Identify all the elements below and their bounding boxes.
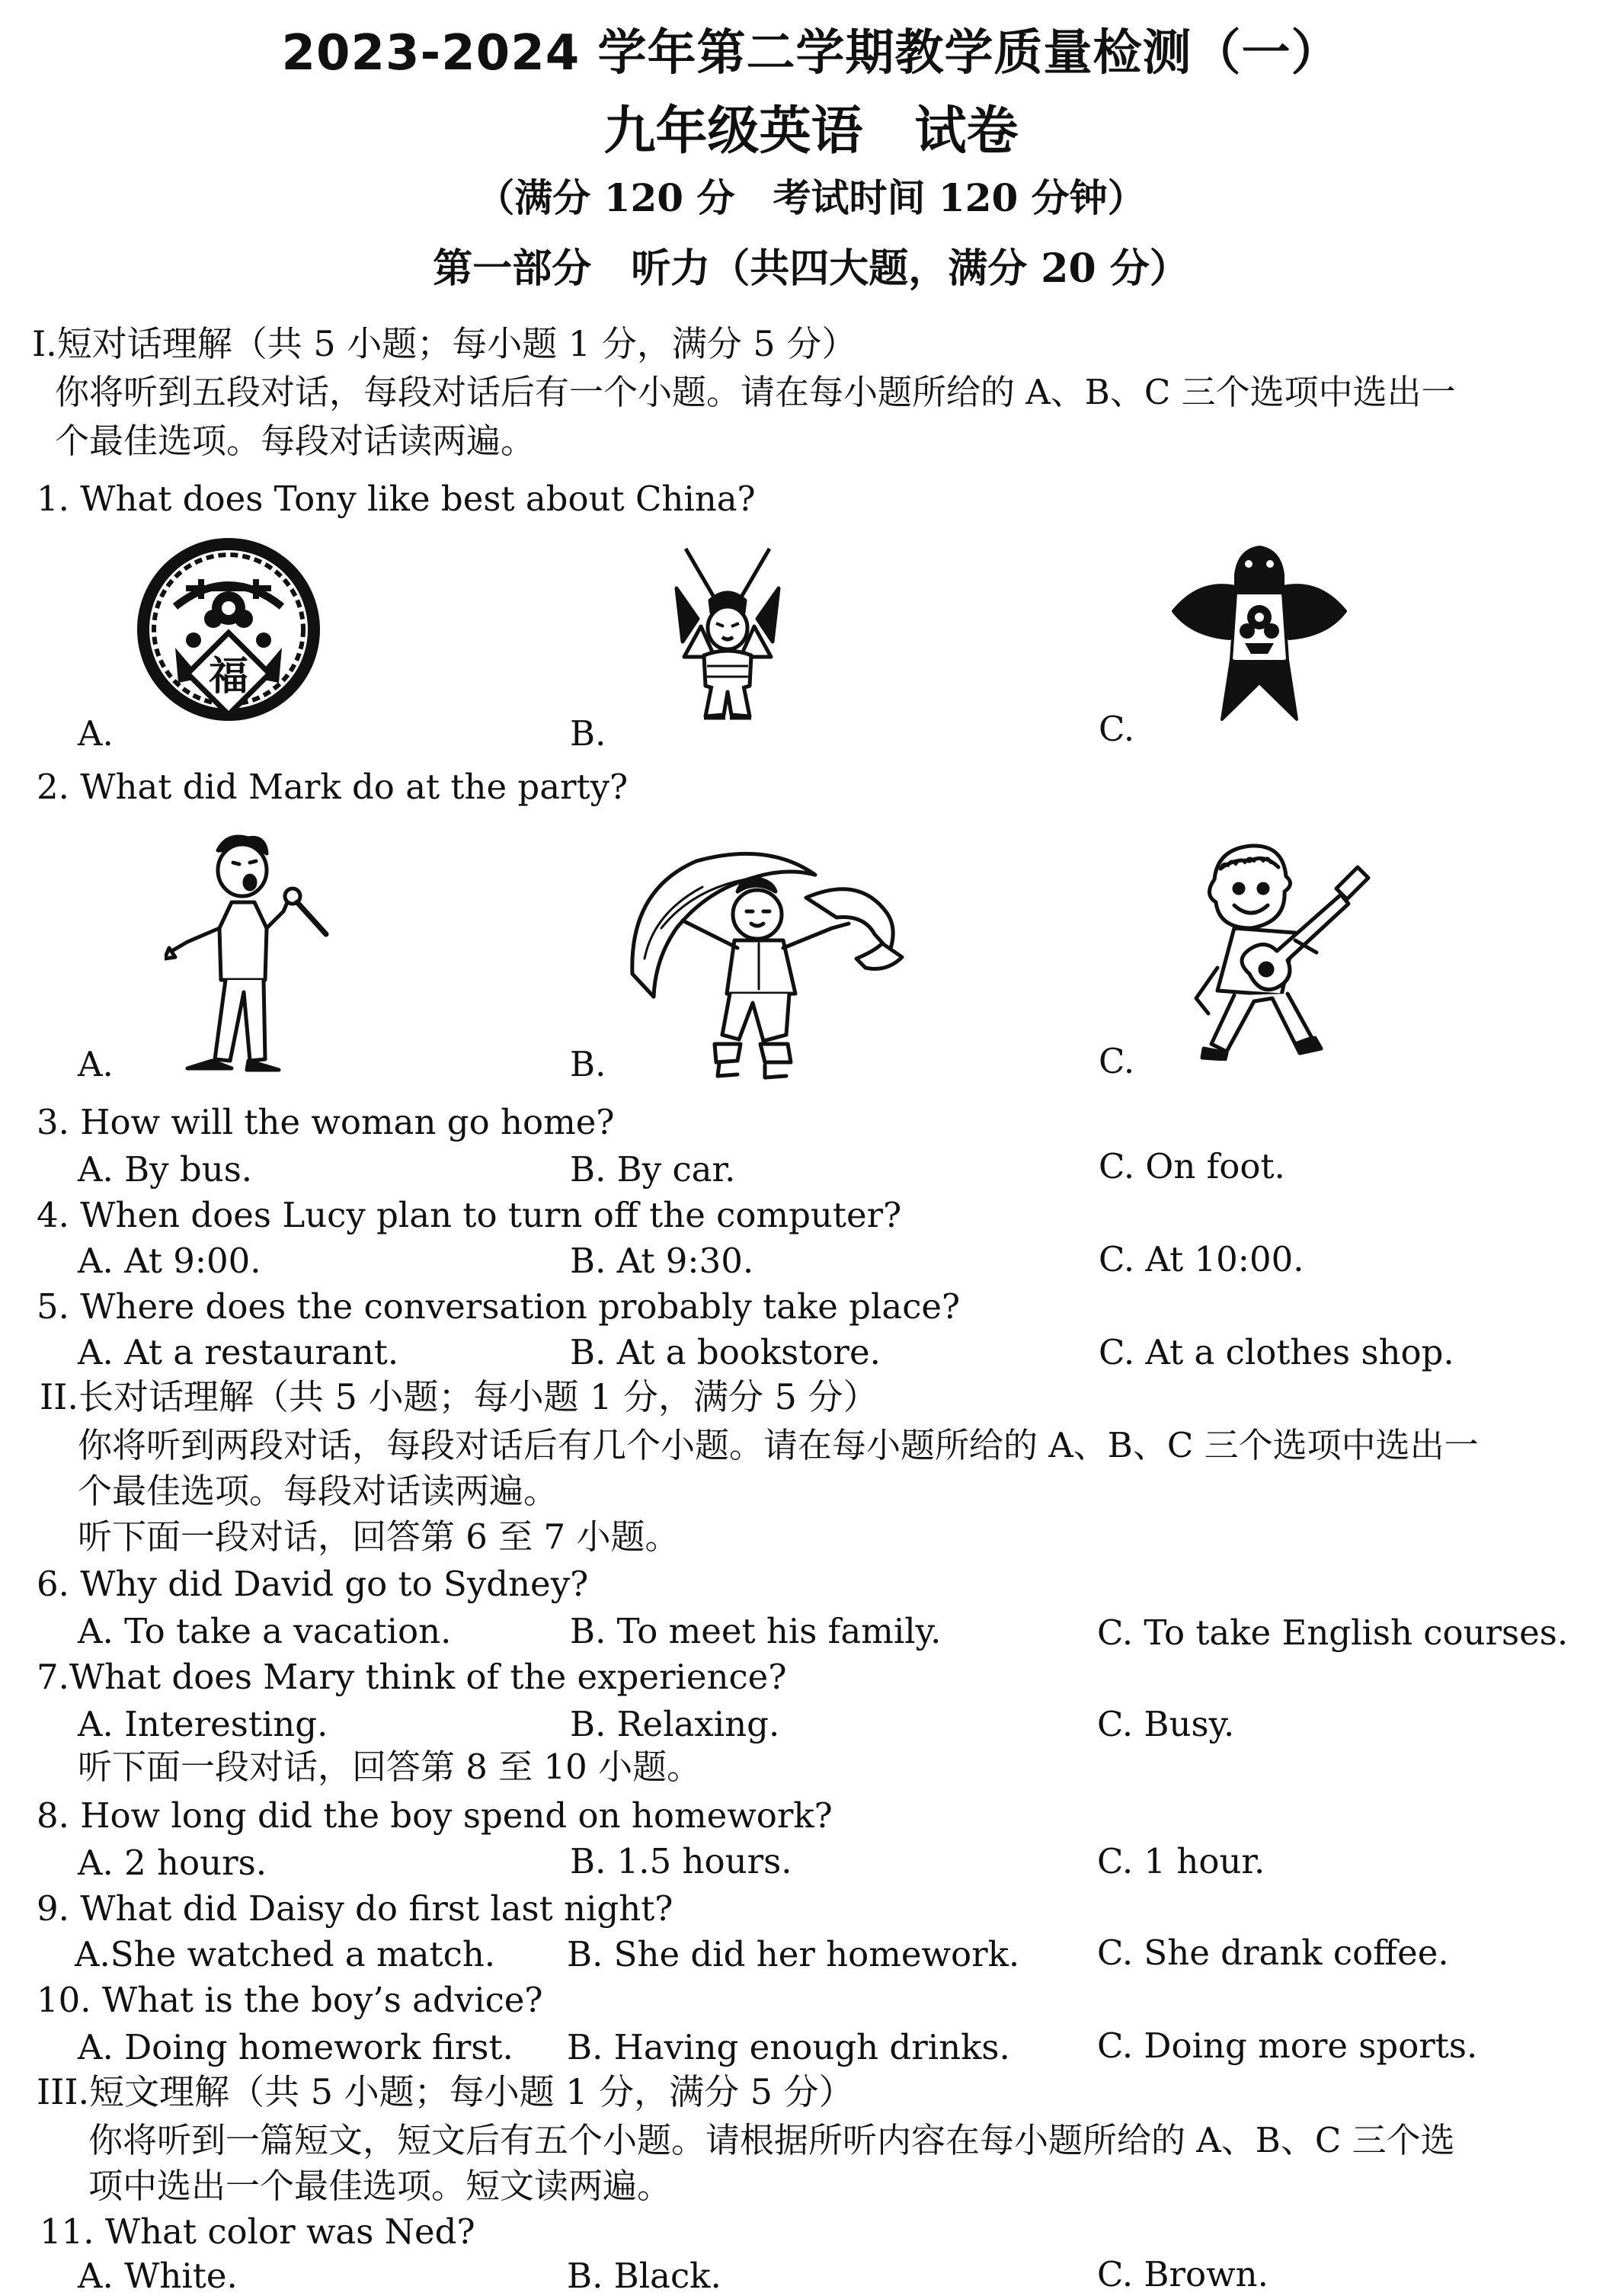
q9-option-c: C. She drank coffee. <box>1097 1933 1449 1973</box>
question-3: 3. How will the woman go home? <box>37 1102 615 1142</box>
guitar-playing-boy-icon <box>1181 838 1379 1061</box>
q5-option-b: B. At a bookstore. <box>570 1332 881 1372</box>
section-2-heading: II.长对话理解（共 5 小题；每小题 1 分，满分 5 分） <box>40 1376 878 1417</box>
papercut-character: 福 <box>208 654 249 700</box>
peking-opera-figure-icon <box>670 543 785 735</box>
q7-option-c: C. Busy. <box>1097 1704 1235 1744</box>
q6-option-b: B. To meet his family. <box>570 1611 942 1651</box>
question-6: 6. Why did David go to Sydney? <box>37 1564 589 1604</box>
q4-option-c: C. At 10:00. <box>1099 1239 1304 1279</box>
q7-option-b: B. Relaxing. <box>570 1704 780 1744</box>
swallow-kite-icon <box>1169 541 1350 724</box>
q7-option-a: A. Interesting. <box>78 1704 328 1744</box>
q8-option-b: B. 1.5 hours. <box>570 1841 792 1881</box>
q6-option-c: C. To take English courses. <box>1097 1612 1569 1653</box>
q1-option-c-label: C. <box>1099 709 1135 749</box>
q9-option-b: B. She did her homework. <box>567 1934 1020 1974</box>
question-4: 4. When does Lucy plan to turn off the computer? <box>37 1195 902 1235</box>
exam-title: 2023-2024 学年第二学期教学质量检测（一） <box>281 25 1341 82</box>
question-5: 5. Where does the conversation probably take place? <box>37 1286 961 1327</box>
exam-info: （满分 120 分 考试时间 120 分钟） <box>476 175 1146 220</box>
q1-option-a-label: A. <box>78 713 114 754</box>
section-2-dialog-2-note: 听下面一段对话，回答第 8 至 10 小题。 <box>78 1747 702 1787</box>
question-1: 1. What does Tony like best about China? <box>37 479 756 519</box>
section-1-instruction-1: 你将听到五段对话，每段对话后有一个小题。请在每小题所给的 A、B、C 三个选项中选出一 <box>55 372 1456 412</box>
q5-option-a: A. At a restaurant. <box>78 1332 399 1372</box>
q3-option-c: C. On foot. <box>1099 1146 1285 1186</box>
paper-cutting-icon <box>133 533 325 725</box>
q10-option-b: B. Having enough drinks. <box>567 2027 1010 2067</box>
q1-option-b-label: B. <box>570 713 606 754</box>
q5-option-c: C. At a clothes shop. <box>1099 1332 1454 1372</box>
q11-option-a: A. White. <box>78 2256 238 2296</box>
section-1-instruction-2: 个最佳选项。每段对话读两遍。 <box>55 421 536 461</box>
section-1-heading: I.短对话理解（共 5 小题；每小题 1 分，满分 5 分） <box>32 323 857 364</box>
q3-option-a: A. By bus. <box>78 1149 253 1190</box>
exam-subject: 九年级英语 试卷 <box>603 101 1019 162</box>
singing-boy-icon <box>165 828 340 1073</box>
q4-option-b: B. At 9:30. <box>570 1241 754 1281</box>
q2-option-b-label: B. <box>570 1044 606 1084</box>
q11-option-b: B. Black. <box>567 2256 721 2296</box>
q6-option-a: A. To take a vacation. <box>78 1611 452 1651</box>
section-2-instruction-1: 你将听到两段对话，每段对话后有几个小题。请在每小题所给的 A、B、C 三个选项中选出一 <box>78 1425 1479 1465</box>
q10-option-a: A. Doing homework first. <box>78 2027 513 2067</box>
q8-option-a: A. 2 hours. <box>78 1843 267 1883</box>
q3-option-b: B. By car. <box>570 1149 736 1190</box>
q10-option-c: C. Doing more sports. <box>1097 2025 1478 2066</box>
q2-option-a-label: A. <box>78 1044 114 1084</box>
section-3-instruction-1: 你将听到一篇短文，短文后有五个小题。请根据所听内容在每小题所给的 A、B、C 三个选 <box>88 2120 1455 2160</box>
question-2: 2. What did Mark do at the party? <box>37 767 629 807</box>
section-3-instruction-2: 项中选出一个最佳选项。短文读两遍。 <box>88 2166 672 2206</box>
section-3-heading: III.短文理解（共 5 小题；每小题 1 分，满分 5 分） <box>37 2071 854 2112</box>
q8-option-c: C. 1 hour. <box>1097 1841 1265 1881</box>
q2-option-c-label: C. <box>1099 1041 1135 1081</box>
question-9: 9. What did Daisy do first last night? <box>37 1888 673 1929</box>
question-10: 10. What is the boy’s advice? <box>37 1980 543 2020</box>
part-heading: 第一部分 听力（共四大题，满分 20 分） <box>433 245 1189 292</box>
section-2-instruction-2: 个最佳选项。每段对话读两遍。 <box>78 1471 558 1511</box>
q9-option-a: A.She watched a match. <box>75 1934 496 1974</box>
section-2-dialog-1-note: 听下面一段对话，回答第 6 至 7 小题。 <box>78 1516 680 1557</box>
ribbon-dancing-boy-icon <box>623 844 907 1082</box>
question-8: 8. How long did the boy spend on homework? <box>37 1795 833 1836</box>
q4-option-a: A. At 9:00. <box>78 1241 261 1281</box>
question-7: 7.What does Mary think of the experience? <box>37 1657 787 1697</box>
q11-option-c: C. Brown. <box>1097 2254 1268 2294</box>
question-11: 11. What color was Ned? <box>40 2211 475 2252</box>
